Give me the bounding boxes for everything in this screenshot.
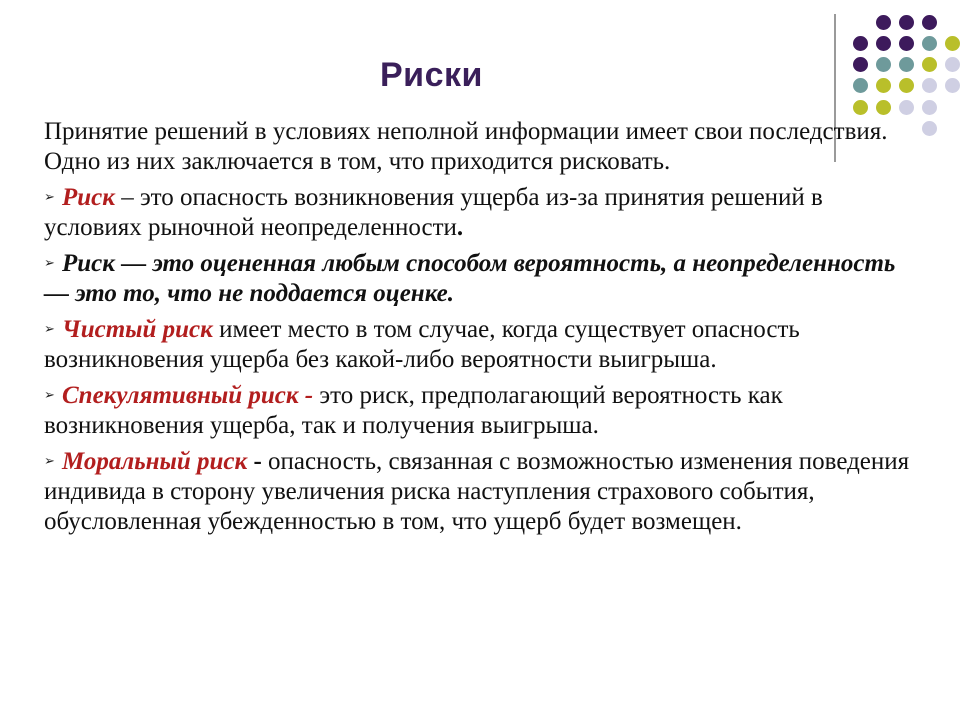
decorative-dot xyxy=(945,78,960,93)
arrow-bullet-icon: ➢ xyxy=(44,454,55,469)
decorative-dot xyxy=(853,57,868,72)
decorative-dot xyxy=(899,78,914,93)
decorative-dot xyxy=(922,36,937,51)
arrow-bullet-icon: ➢ xyxy=(44,322,55,337)
decorative-dot xyxy=(945,36,960,51)
list-item-risk-vs-uncertainty xyxy=(44,249,924,309)
decorative-dot xyxy=(876,15,891,30)
arrow-bullet-icon: ➢ xyxy=(44,388,55,403)
intro-paragraph: Принятие решений в условиях неполной информации имеет свои последствия. Одно из них заключается в том, что приходится рисковать. xyxy=(44,118,888,175)
decorative-dot xyxy=(899,36,914,51)
decorative-dot xyxy=(876,57,891,72)
term-pure-risk: Чистый риск xyxy=(62,316,213,343)
arrow-bullet-icon: ➢ xyxy=(44,256,55,271)
term-moral-risk-dash: - xyxy=(253,448,262,475)
decorative-dot xyxy=(876,78,891,93)
arrow-bullet-icon: ➢ xyxy=(44,190,55,205)
list-item-pure-risk xyxy=(44,315,924,375)
decorative-dot xyxy=(922,100,937,115)
decorative-dot xyxy=(899,15,914,30)
definition-risk: – это опасность возникновения ущерба из-за принятия решений в условиях рыночной неопределенности xyxy=(44,184,823,241)
definition-speculative-risk: это риск, предполагающий вероятность как возникновения ущерба, так и получения выигрыша. xyxy=(44,382,783,439)
term-risk: Риск xyxy=(62,184,115,211)
decorative-dot xyxy=(922,15,937,30)
list-item-risk xyxy=(44,183,924,243)
decorative-dot xyxy=(853,78,868,93)
decorative-dot xyxy=(922,57,937,72)
list-item-moral-risk xyxy=(44,447,924,537)
decorative-dot xyxy=(876,36,891,51)
slide-title: Риски xyxy=(380,56,483,94)
statement-risk-vs-uncertainty: Риск — это оцененная любым способом вероятность, а неопределенность — это то, что не поддается оценке. xyxy=(44,250,896,307)
decorative-dot xyxy=(899,57,914,72)
decorative-dot xyxy=(922,78,937,93)
decorative-dot xyxy=(853,100,868,115)
decorative-dot xyxy=(945,57,960,72)
decorative-dot xyxy=(853,36,868,51)
list-item-speculative-risk xyxy=(44,381,924,441)
definition-moral-risk: опасность, связанная с возможностью изменения поведения индивида в сторону увеличения риска наступления страхового события, обусловленная убежденностью в том, что ущерб будет возмещен. xyxy=(44,448,910,535)
term-speculative-risk: Спекулятивный риск - xyxy=(62,382,314,409)
decorative-dot xyxy=(899,100,914,115)
definition-risk-period: . xyxy=(456,214,464,241)
term-moral-risk: Моральный риск xyxy=(62,448,254,475)
slide-body xyxy=(44,117,924,543)
decorative-dot xyxy=(876,100,891,115)
definition-pure-risk: имеет место в том случае, когда существует опасность возникновения ущерба без какой-либо вероятности выигрыша. xyxy=(44,316,800,373)
